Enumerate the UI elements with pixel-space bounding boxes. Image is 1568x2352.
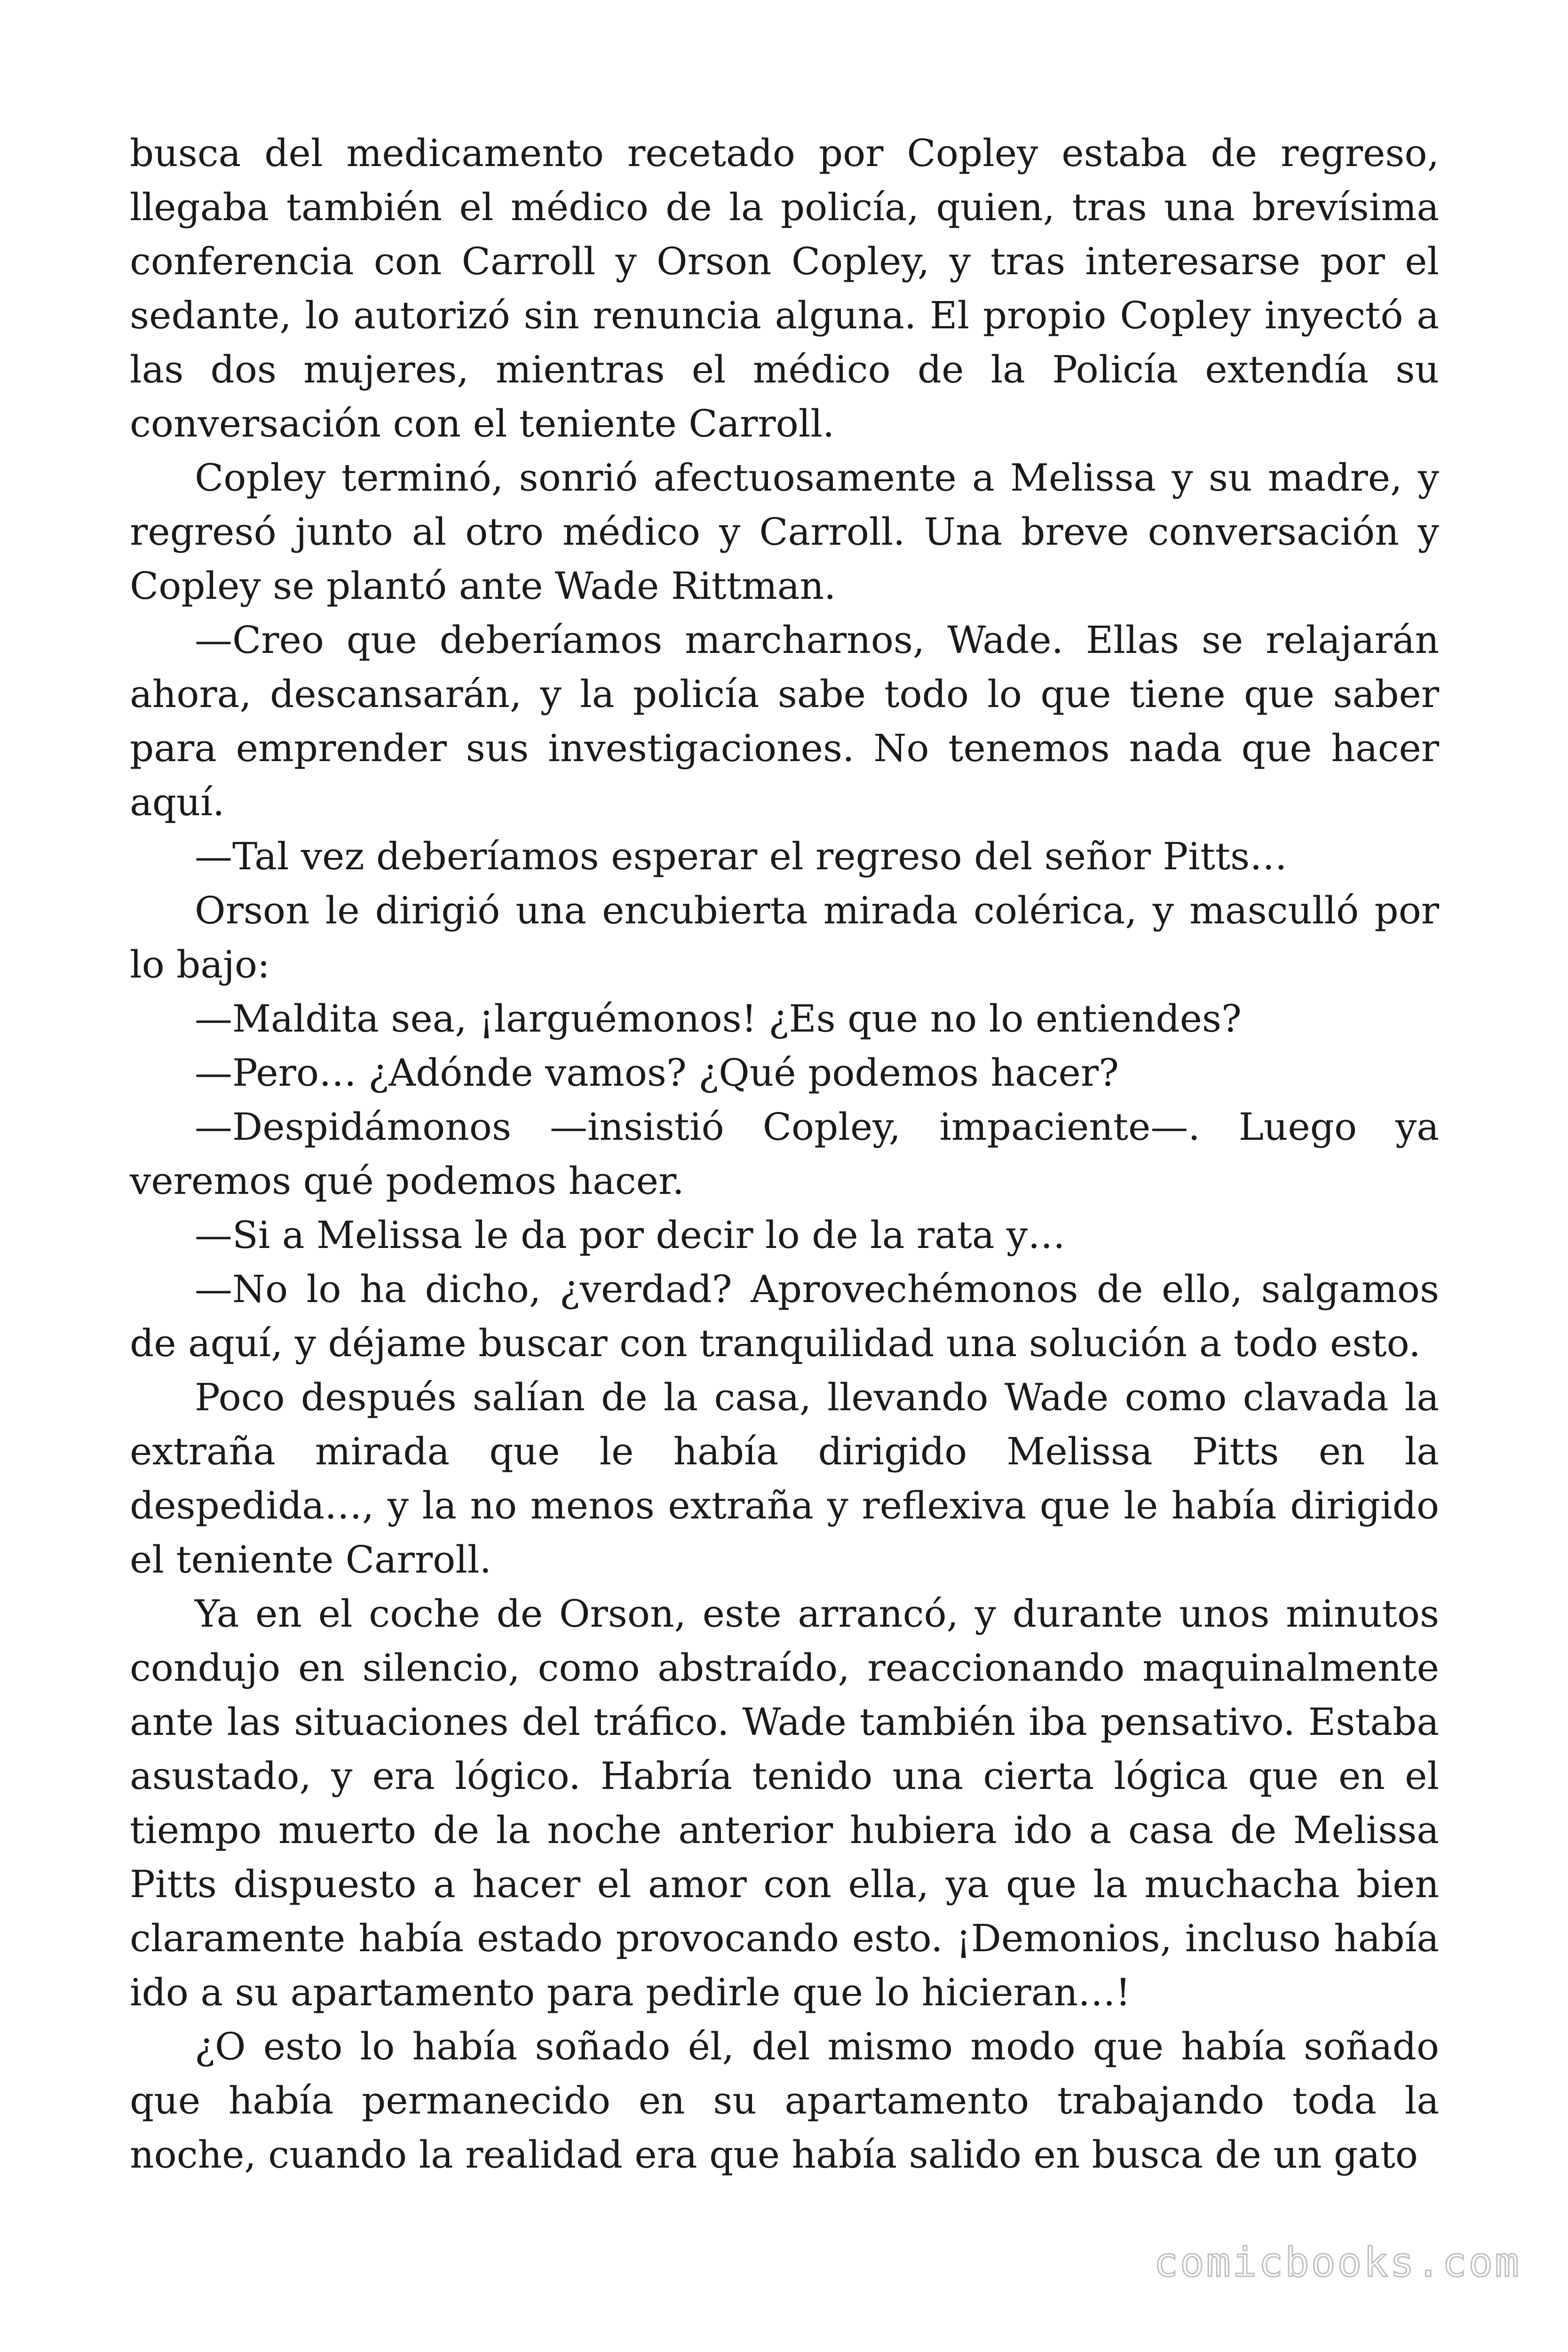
paragraph: Poco después salían de la casa, llevando Wade como clavada la extraña mirada que le había dirigido Melissa Pitts en la despedida…, y la no menos extraña y reflexiva que le había dirigido el teniente Carroll. — [130, 1375, 1439, 1581]
paragraph-continued: busca del medicamento recetado por Copley estaba de regreso, llegaba también el médico de la policía, quien, tras una brevísima conferencia con Carroll y Orson Copley, y tras interesarse por el sedante, lo autorizó sin renuncia alguna. El propio Copley inyectó a las dos mujeres, mientras el médico de la Policía extendía su conversación con el teniente Carroll. — [130, 131, 1439, 445]
dialogue-paragraph: —Si a Melissa le da por decir lo de la rata y… — [195, 1213, 1066, 1257]
paragraph: Copley terminó, sonrió afectuosamente a Melissa y su madre, y regresó junto al otro médico y Carroll. Una breve conversación y Copley se plantó ante Wade Rittman. — [130, 456, 1439, 608]
paragraph: Orson le dirigió una encubierta mirada colérica, y masculló por lo bajo: — [130, 889, 1439, 986]
dialogue-paragraph: —Tal vez deberíamos esperar el regreso del señor Pitts… — [195, 834, 1288, 878]
dialogue-paragraph: —Maldita sea, ¡larguémonos! ¿Es que no lo entiendes? — [195, 997, 1242, 1041]
paragraph: ¿O esto lo había soñado él, del mismo modo que había soñado que había permanecido en su apartamento trabajando toda la noche, cuando la realidad era que había salido en busca de un gato — [130, 2025, 1439, 2177]
dialogue-paragraph: —Creo que deberíamos marcharnos, Wade. Ellas se relajarán ahora, descansarán, y la policía sabe todo lo que tiene que saber para emprender sus investigaciones. No tenemos nada que hacer aquí. — [130, 618, 1439, 824]
watermark: comicbooks.com — [1154, 2239, 1521, 2286]
book-page-body — [130, 126, 1439, 2182]
paragraph: Ya en el coche de Orson, este arrancó, y durante unos minutos condujo en silencio, como abstraído, reaccionando maquinalmente ante las situaciones del tráfico. Wade también iba pensativo. Estaba asustado, y era lógico. Habría tenido una cierta lógica que en el tiempo muerto de la noche anterior hubiera ido a casa de Melissa Pitts dispuesto a hacer el amor con ella, ya que la muchacha bien claramente había estado provocando esto. ¡Demonios, incluso había ido a su apartamento para pedirle que lo hicieran…! — [130, 1592, 1439, 2014]
dialogue-paragraph: —Despidámonos —insistió Copley, impaciente—. Luego ya veremos qué podemos hacer. — [130, 1105, 1439, 1203]
dialogue-paragraph: —No lo ha dicho, ¿verdad? Aprovechémonos de ello, salgamos de aquí, y déjame buscar con tranquilidad una solución a todo esto. — [130, 1267, 1439, 1365]
dialogue-paragraph: —Pero… ¿Adónde vamos? ¿Qué podemos hacer? — [195, 1051, 1119, 1095]
